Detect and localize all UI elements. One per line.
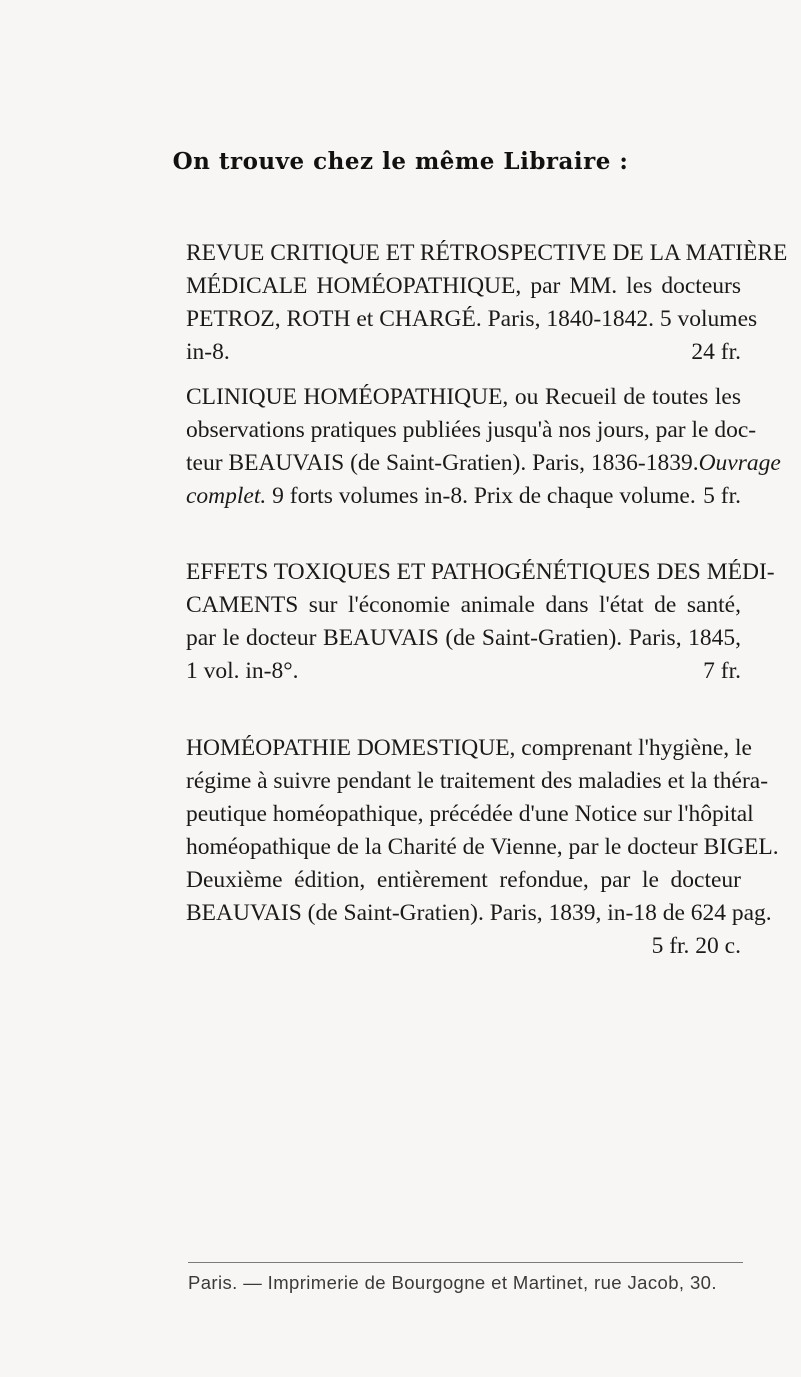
entry-last-line	[186, 480, 741, 513]
entry-last-line	[186, 336, 741, 369]
entry-format: in-8.	[186, 339, 230, 365]
entry-italic-note-end: complet.	[186, 483, 267, 509]
entry-line: régime à suivre pendant le traitement des maladies et la théra-	[186, 768, 769, 794]
entry-line: HOMÉOPATHIE DOMESTIQUE, comprenant l'hygiène, le	[186, 735, 752, 761]
entry-line: peutique homéopathique, précédée d'une Notice sur l'hôpital	[186, 801, 754, 827]
entry-line-text	[186, 480, 696, 513]
entry-line: REVUE CRITIQUE ET RÉTROSPECTIVE DE LA MATIÈRE	[186, 240, 788, 266]
entry-line: EFFETS TOXIQUES ET PATHOGÉNÉTIQUES DES MÉDI-	[186, 559, 775, 585]
entry-line: par le docteur BEAUVAIS (de Saint-Gratien). Paris, 1845,	[186, 625, 741, 651]
entry-last-line	[186, 655, 741, 688]
entry-line-text: teur BEAUVAIS (de Saint-Gratien). Paris, 1836-1839.	[186, 450, 699, 476]
catalog-entry	[186, 381, 781, 513]
entry-line	[186, 447, 781, 480]
entry-line: MÉDICALE HOMÉOPATHIQUE, par MM. les docteurs	[186, 273, 741, 299]
entry-line: Deuxième édition, entièrement refondue, par le docteur	[186, 867, 741, 893]
catalog-entry	[186, 237, 788, 369]
entry-italic-note: Ouvrage	[698, 450, 781, 476]
entry-line: observations pratiques publiées jusqu'à nos jours, par le doc-	[186, 417, 757, 443]
entry-line: PETROZ, ROTH et CHARGÉ. Paris, 1840-1842. 5 volumes	[186, 306, 758, 332]
entry-price: 7 fr.	[703, 658, 741, 684]
entry-line: BEAUVAIS (de Saint-Gratien). Paris, 1839, in-18 de 624 pag.	[186, 900, 772, 926]
entry-price: 24 fr.	[691, 339, 741, 365]
footer-rule	[188, 1262, 743, 1263]
catalog-entry	[186, 556, 775, 688]
entry-line: CLINIQUE HOMÉOPATHIQUE, ou Recueil de toutes les	[186, 384, 741, 410]
printer-imprint: Paris. — Imprimerie de Bourgogne et Martinet, rue Jacob, 30.	[188, 1272, 717, 1293]
entry-line: homéopathique de la Charité de Vienne, par le docteur BIGEL.	[186, 834, 779, 860]
entry-price: 5 fr. 20 c.	[651, 933, 741, 959]
page-heading: On trouve chez le même Libraire :	[172, 148, 629, 175]
entry-price: 5 fr.	[703, 483, 741, 509]
catalog-entry	[186, 732, 779, 963]
entry-volumes: 9 forts volumes in-8. Prix de chaque volume.	[272, 483, 696, 509]
entry-line: CAMENTS sur l'économie animale dans l'état de santé,	[186, 592, 741, 618]
entry-format: 1 vol. in-8°.	[186, 658, 299, 684]
